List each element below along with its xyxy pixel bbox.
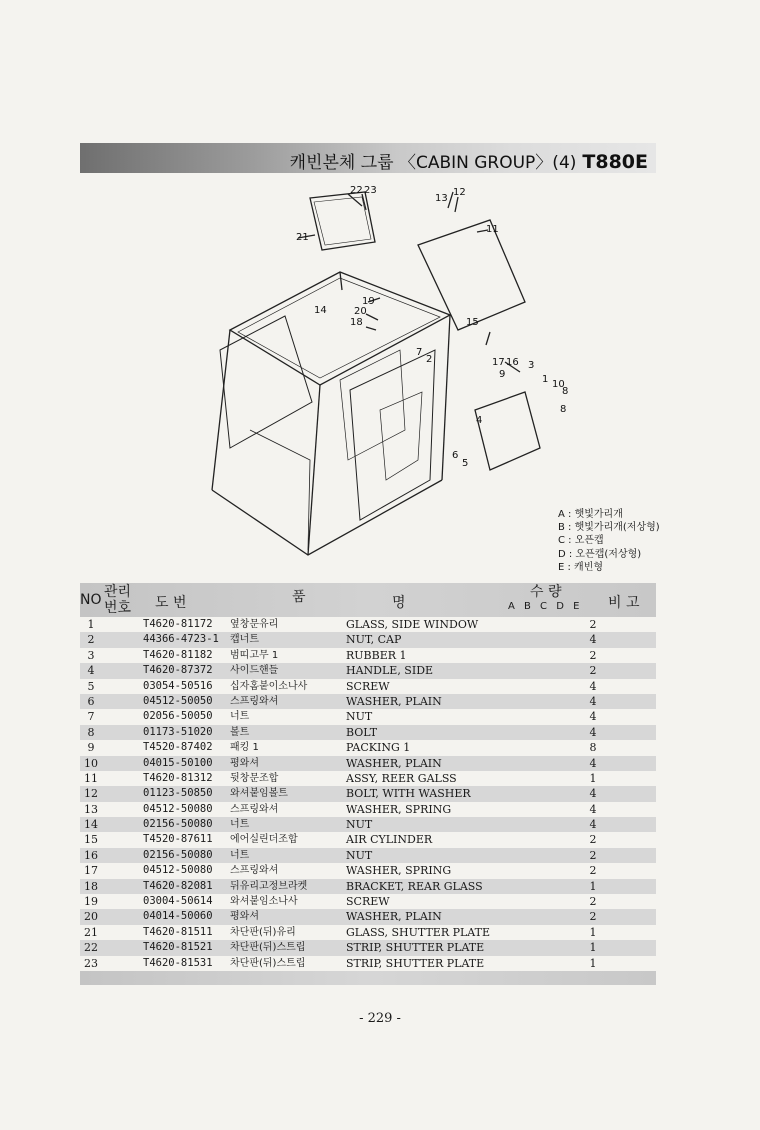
part-number: 44366-4723-1: [143, 633, 219, 646]
table-row: [80, 694, 656, 709]
legend-item: D : 오픈캡(저상형): [558, 548, 642, 560]
callout-label: 22: [350, 185, 363, 196]
quantity-e: 2: [589, 648, 597, 662]
quantity-e: 1: [589, 925, 597, 939]
quantity-e: 4: [589, 725, 597, 739]
table-row: [80, 832, 656, 847]
part-name-english: AIR CYLINDER: [346, 833, 433, 847]
part-number: T4520-87402: [143, 741, 213, 754]
part-name-korean: 뒤유리고정브라켓: [230, 880, 308, 892]
part-number: 04014-50060: [143, 910, 213, 923]
table-row: [80, 909, 656, 924]
row-number: 8: [87, 725, 95, 739]
part-name-korean: 차단판(뒤)스트립: [230, 957, 306, 969]
part-number: 02056-50050: [143, 710, 213, 723]
table-row: [80, 632, 656, 647]
quantity-e: 8: [589, 741, 597, 755]
callout-label: 14: [314, 305, 327, 316]
part-name-english: GLASS, SIDE WINDOW: [346, 618, 479, 631]
part-number: 02156-50080: [143, 818, 213, 831]
row-number: 16: [84, 848, 98, 862]
callout-label: 20: [354, 306, 367, 317]
table-row: [80, 679, 656, 694]
part-name-english: BOLT, WITH WASHER: [346, 787, 471, 801]
part-number: 03004-50614: [143, 895, 213, 908]
callout-label: 8: [560, 404, 567, 415]
part-number: 04512-50080: [143, 864, 213, 877]
table-row: [80, 725, 656, 740]
header-drawing-no: 도 번: [155, 595, 187, 611]
side-window-glass: [475, 392, 540, 470]
quantity-e: 2: [589, 664, 597, 678]
row-number: 6: [87, 694, 95, 708]
quantity-e: 4: [589, 694, 597, 708]
row-number: 4: [87, 664, 95, 678]
part-name-english: NUT: [346, 818, 373, 832]
part-name-english: WASHER, SPRING: [346, 802, 452, 816]
callout-label: 10: [552, 379, 565, 390]
part-number: T4620-81172: [143, 618, 213, 630]
page-number: - 229 -: [359, 1011, 401, 1026]
row-number: 17: [84, 864, 98, 878]
row-number: 19: [84, 895, 98, 909]
part-name-korean: 너트: [230, 849, 250, 861]
part-name-english: WASHER, PLAIN: [346, 756, 442, 770]
table-row: [80, 879, 656, 894]
callout-label: 1: [542, 374, 549, 385]
part-number: 01173-51020: [143, 725, 213, 738]
part-name-english: BOLT: [346, 725, 378, 739]
quantity-e: 2: [589, 833, 597, 847]
part-name-english: RUBBER 1: [346, 648, 407, 662]
part-name-korean: 에어실린더조합: [230, 834, 298, 846]
header-mgmt-bottom: 번호: [104, 600, 132, 616]
table-row: [80, 663, 656, 678]
table-row: [80, 925, 656, 940]
part-name-korean: 범띠고무 1: [230, 649, 279, 661]
table-row: [80, 956, 656, 971]
row-number: 5: [87, 679, 95, 693]
table-row: [80, 740, 656, 755]
part-name-english: ASSY, REER GALSS: [346, 771, 457, 785]
header-no: NO: [80, 592, 102, 608]
callout-label: 21: [296, 232, 309, 243]
variant-legend: [558, 508, 660, 574]
callout-label: 6: [452, 450, 459, 461]
table-row: [80, 648, 656, 663]
row-number: 13: [84, 802, 98, 816]
row-number: 22: [84, 941, 98, 955]
part-number: T4520-87611: [143, 833, 213, 846]
quantity-e: 2: [589, 864, 597, 878]
model-name: T880E: [582, 151, 648, 173]
row-number: 21: [84, 925, 98, 939]
row-number: 18: [84, 879, 98, 893]
quantity-e: 4: [589, 756, 597, 770]
header-mgmt-top: 관리: [104, 584, 132, 600]
part-number: T4620-82081: [143, 879, 213, 892]
table-footer-band: [80, 971, 656, 985]
quantity-e: 2: [589, 618, 597, 631]
quantity-e: 4: [589, 802, 597, 816]
row-number: 23: [84, 956, 98, 970]
row-number: 14: [84, 818, 98, 832]
quantity-e: 4: [589, 787, 597, 801]
part-name-english: SCREW: [346, 679, 390, 693]
quantity-e: 1: [589, 941, 597, 955]
quantity-e: 2: [589, 895, 597, 909]
quantity-e: 1: [589, 879, 597, 893]
part-name-korean: 스프링와셔: [230, 865, 279, 877]
quantity-e: 4: [589, 633, 597, 647]
part-name-korean: 스프링와셔: [230, 695, 279, 707]
callout-label: 19: [362, 296, 375, 307]
part-name-korean: 십자홈붙이소나사: [230, 680, 308, 692]
part-name-korean: 스프링와셔: [230, 803, 279, 815]
callout-label: 12: [453, 187, 466, 198]
part-name-english: NUT, CAP: [346, 633, 402, 647]
part-name-korean: 차단판(뒤)스트립: [230, 942, 306, 954]
callout-label: 17: [492, 357, 505, 368]
table-row: [80, 756, 656, 771]
header-name-b: 명: [392, 595, 406, 611]
header-qty-columns: A B C D E: [508, 601, 580, 612]
callout-label: 9: [499, 369, 506, 380]
part-name-korean: 패킹 1: [230, 742, 259, 754]
part-number: T4620-81521: [143, 941, 213, 954]
table-row: [80, 848, 656, 863]
part-number: 02156-50080: [143, 848, 213, 861]
row-number: 7: [87, 710, 95, 724]
exploded-cabin-diagram: [190, 180, 590, 560]
part-name-korean: 캡너트: [230, 634, 259, 646]
part-name-english: NUT: [346, 710, 373, 724]
callout-label: 3: [528, 360, 535, 371]
part-name-english: NUT: [346, 848, 373, 862]
part-name-english: WASHER, PLAIN: [346, 910, 442, 924]
callout-label: 18: [350, 317, 363, 328]
row-number: 9: [87, 741, 95, 755]
callout-label: 11: [486, 224, 499, 235]
quantity-e: 2: [589, 848, 597, 862]
part-name-english: PACKING 1: [346, 741, 411, 755]
part-name-korean: 평와셔: [230, 757, 259, 769]
part-number: T4620-81182: [143, 648, 213, 661]
shutter-plate-glass: [310, 192, 375, 250]
section-title: [290, 148, 648, 173]
row-number: 11: [84, 771, 98, 785]
part-name-korean: 차단판(뒤)유리: [230, 926, 296, 938]
row-number: 1: [87, 618, 95, 631]
table-body: [80, 617, 656, 971]
row-number: 20: [84, 910, 98, 924]
section-title-text: 캐빈본체 그룹 〈CABIN GROUP〉(4): [289, 153, 577, 173]
section-title-band: [80, 143, 656, 173]
callout-label: 23: [364, 185, 377, 196]
table-row: [80, 771, 656, 786]
quantity-e: 4: [589, 710, 597, 724]
row-number: 15: [84, 833, 98, 847]
table-row: [80, 894, 656, 909]
callout-label: 13: [435, 193, 448, 204]
header-name-a: 품: [292, 589, 306, 605]
quantity-e: 1: [589, 956, 597, 970]
table-row: [80, 709, 656, 724]
table-row: [80, 817, 656, 832]
part-number: T4620-81312: [143, 771, 213, 784]
part-name-english: HANDLE, SIDE: [346, 664, 434, 678]
callout-label: 4: [476, 415, 483, 426]
part-number: 04015-50100: [143, 756, 213, 769]
part-number: 04512-50050: [143, 694, 213, 707]
part-name-korean: 평와셔: [230, 911, 259, 923]
part-number: T4620-81511: [143, 925, 213, 938]
table-row: [80, 940, 656, 955]
table-row: [80, 863, 656, 878]
rear-glass-assembly: [418, 220, 525, 330]
part-name-korean: 와셔붙임소나사: [230, 896, 298, 908]
header-qty: 수 량: [530, 584, 562, 600]
part-name-korean: 사이드핸들: [230, 665, 279, 677]
parts-table: [80, 583, 656, 985]
part-number: 03054-50516: [143, 679, 213, 692]
part-name-korean: 뒷창문조합: [230, 772, 279, 784]
callout-label: 2: [426, 354, 433, 365]
callout-label: 8: [562, 386, 569, 397]
part-name-english: SCREW: [346, 895, 390, 909]
legend-item: E : 캐빈형: [558, 561, 604, 573]
part-name-english: WASHER, SPRING: [346, 864, 452, 878]
legend-item: B : 햇빛가리개(저상형): [558, 522, 660, 534]
part-name-korean: 너트: [230, 711, 250, 723]
legend-item: C : 오픈캡: [558, 535, 604, 547]
part-name-english: STRIP, SHUTTER PLATE: [346, 941, 485, 955]
row-number: 3: [87, 648, 95, 662]
callout-label: 5: [462, 458, 469, 469]
part-name-korean: 너트: [230, 819, 250, 831]
part-name-english: STRIP, SHUTTER PLATE: [346, 956, 485, 970]
quantity-e: 2: [589, 910, 597, 924]
quantity-e: 1: [589, 771, 597, 785]
part-name-korean: 와셔붙임볼트: [230, 788, 288, 800]
part-name-korean: 볼트: [230, 726, 250, 738]
table-row: [80, 786, 656, 801]
callout-label: 7: [416, 347, 423, 358]
quantity-e: 4: [589, 818, 597, 832]
row-number: 2: [87, 633, 95, 647]
header-remarks: 비 고: [608, 595, 640, 611]
legend-item: A : 햇빛가리개: [558, 509, 623, 520]
table-row: [80, 617, 656, 632]
row-number: 10: [84, 756, 98, 770]
row-number: 12: [84, 787, 98, 801]
part-name-english: GLASS, SHUTTER PLATE: [346, 925, 491, 939]
quantity-e: 4: [589, 679, 597, 693]
part-name-english: BRACKET, REAR GLASS: [346, 879, 483, 893]
table-header: [80, 583, 656, 617]
part-number: 01123-50850: [143, 787, 213, 800]
part-number: 04512-50080: [143, 802, 213, 815]
part-number: T4620-81531: [143, 956, 213, 969]
part-name-english: WASHER, PLAIN: [346, 694, 442, 708]
callout-label: 15: [466, 317, 479, 328]
part-name-korean: 옆창문유리: [230, 619, 279, 630]
callout-label: 16: [506, 357, 519, 368]
table-row: [80, 802, 656, 817]
part-number: T4620-87372: [143, 664, 213, 677]
